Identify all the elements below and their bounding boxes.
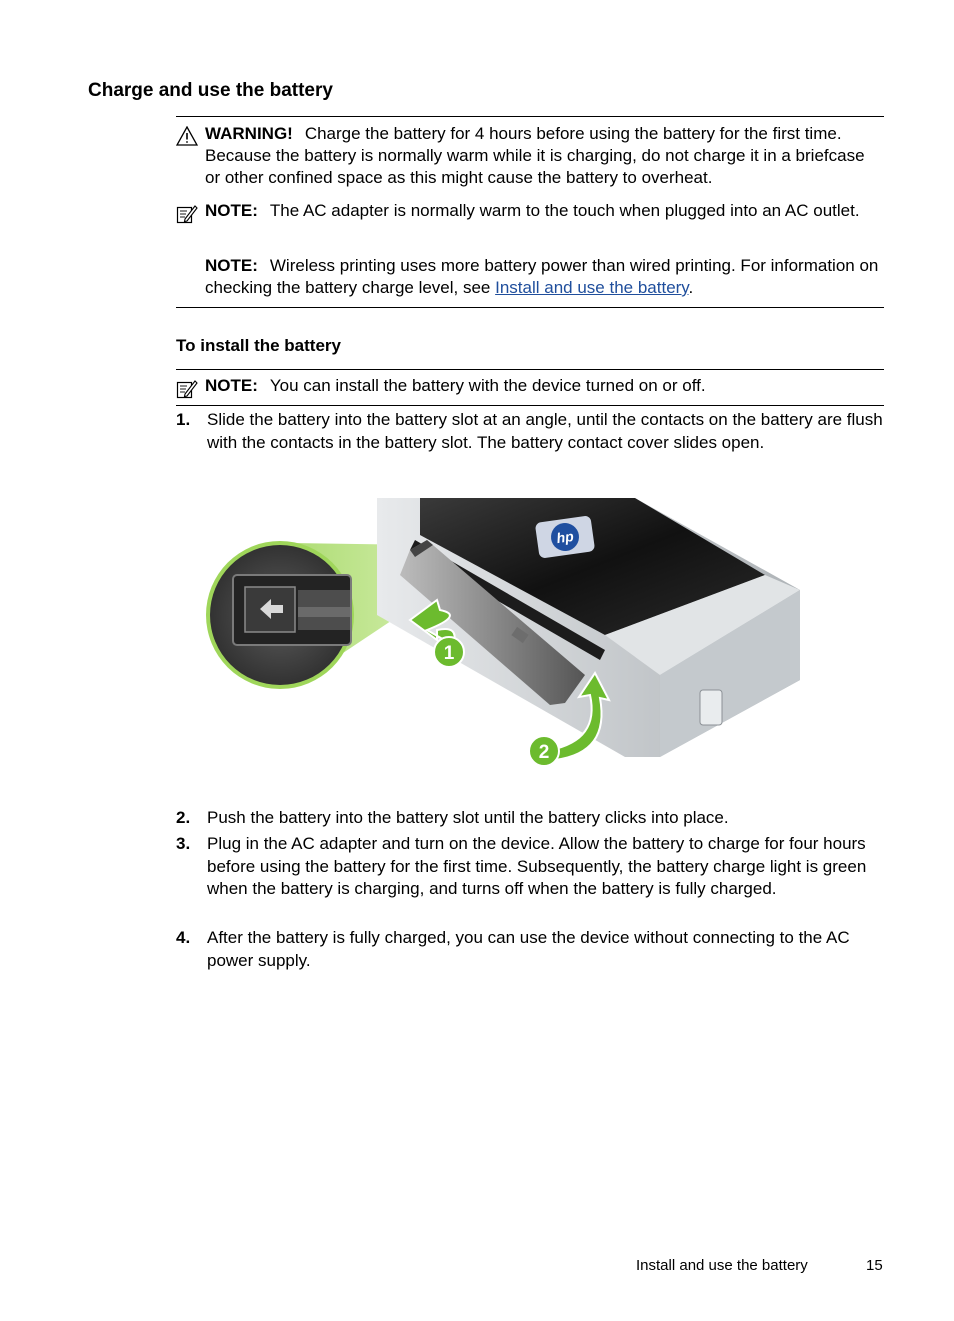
step-text: Slide the battery into the battery slot at an angle, until the contacts on the battery are flush with the contacts in the battery slot. The battery contact cover slides open. <box>207 410 883 452</box>
zoom-detail <box>206 541 354 689</box>
note1-text: The AC adapter is normally warm to the touch when plugged into an AC outlet. <box>269 201 860 220</box>
callout-1-label: 1 <box>443 643 455 664</box>
warning-text: Charge the battery for 4 hours before using the battery for the first time. Because the battery is normally warm while it is charging, do not charge it in a briefcase or other confined space as this might cause the battery to overheat. <box>205 124 865 187</box>
step-text: After the battery is fully charged, you can use the device without connecting to the AC power supply. <box>207 928 850 970</box>
step-text: Push the battery into the battery slot until the battery clicks into place. <box>207 808 729 827</box>
battery-install-illustration <box>205 495 805 770</box>
note2-text: Wireless printing uses more battery power than wired printing. For information on checking the battery charge level, see <box>205 256 879 297</box>
step-number: 1. <box>176 410 191 429</box>
footer-section-title: Install and use the battery <box>636 1257 808 1274</box>
note-pencil-icon <box>176 203 198 225</box>
warning-label: WARNING! <box>205 124 293 143</box>
section-subheading: To install the battery <box>176 336 341 355</box>
note-block-3 <box>176 375 884 397</box>
step-text: Plug in the AC adapter and turn on the device. Allow the battery to charge for four hours before using the battery for the first time. Subsequently, the battery charge light is green when the battery is charging, and turns off when the battery is fully charged. <box>207 834 867 898</box>
page-heading: Charge and use the battery <box>88 80 333 101</box>
step-number: 2. <box>176 808 191 827</box>
note3-bottom-rule <box>176 405 884 406</box>
svg-text:hp: hp <box>555 527 575 547</box>
note3-text: You can install the battery with the device turned on or off. <box>269 376 706 395</box>
note3-label: NOTE: <box>205 376 258 395</box>
printer-port <box>700 690 722 725</box>
step-number: 4. <box>176 928 191 947</box>
callout-2-label: 2 <box>538 742 550 763</box>
install-battery-link[interactable]: Install and use the battery <box>495 278 689 297</box>
note1-label: NOTE: <box>205 201 258 220</box>
note-block-1 <box>176 200 884 222</box>
note2-label: NOTE: <box>205 256 258 275</box>
step-3 <box>176 833 884 901</box>
step-1 <box>176 409 884 454</box>
note-block-2 <box>176 255 884 299</box>
step-number: 3. <box>176 834 191 853</box>
warning-block <box>176 123 884 189</box>
step-4 <box>176 927 884 972</box>
note3-top-rule <box>176 369 884 370</box>
top-rule <box>176 116 884 117</box>
step-2 <box>176 807 884 830</box>
warning-triangle-icon <box>176 126 198 146</box>
note-pencil-icon <box>176 378 198 400</box>
notes-bottom-rule <box>176 307 884 308</box>
note2-text-end: . <box>688 278 694 297</box>
footer-page-number: 15 <box>866 1257 883 1274</box>
